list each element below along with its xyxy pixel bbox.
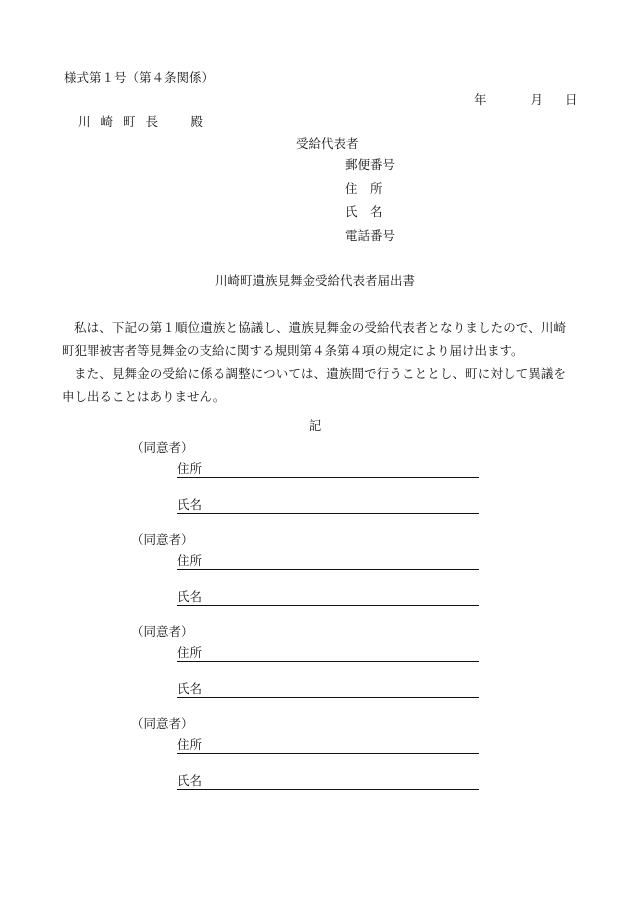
form-number: 様式第１号（第４条関係） xyxy=(64,70,215,85)
consenter-address-label: 住所 xyxy=(177,553,203,568)
consenter-name-line xyxy=(177,774,479,790)
consenter-block-3 xyxy=(131,622,491,698)
consenter-label: （同意者） xyxy=(131,440,194,455)
consenter-block-4 xyxy=(131,714,491,790)
consenter-block-2 xyxy=(131,530,491,606)
representative-title: 受給代表者 xyxy=(296,136,359,151)
consenter-name-label: 氏名 xyxy=(177,681,203,696)
consenter-label: （同意者） xyxy=(131,624,194,639)
consenter-name-label: 氏名 xyxy=(177,497,203,512)
consenter-label: （同意者） xyxy=(131,532,194,547)
representative-fields xyxy=(345,157,395,251)
body-text xyxy=(62,316,566,408)
consenter-address-line xyxy=(177,646,479,662)
consenter-name-line xyxy=(177,590,479,606)
phone-label: 電話番号 xyxy=(345,227,396,243)
address-label: 住 所 xyxy=(345,180,383,196)
consenter-name-label: 氏名 xyxy=(177,589,203,604)
consenter-name-line xyxy=(177,682,479,698)
name-label: 氏 名 xyxy=(345,204,383,219)
document-title: 川崎町遺族見舞金受給代表者届出書 xyxy=(214,273,415,288)
date-line xyxy=(474,90,578,108)
postal-code-label: 郵便番号 xyxy=(345,157,396,172)
consenter-label: （同意者） xyxy=(131,716,194,731)
ki-heading: 記 xyxy=(308,418,322,433)
addressee: 川崎町長 殿 xyxy=(78,114,214,129)
paragraph-1: 私は、下記の第１順位遺族と協議し、遺族見舞金の受給代表者となりましたので、川崎町犯罪被害者等見舞金の支給に関する規則第４条第４項の規定により届け出ます。 xyxy=(62,320,566,358)
consenter-address-label: 住所 xyxy=(177,645,203,660)
consenter-address-line xyxy=(177,554,479,570)
date-month-label: 月 xyxy=(530,92,544,107)
consenter-address-label: 住所 xyxy=(177,737,203,752)
consenter-block-1 xyxy=(131,438,491,514)
consenter-address-line xyxy=(177,462,479,478)
consenter-name-line xyxy=(177,498,479,514)
date-year-label: 年 xyxy=(474,92,487,107)
consenter-address-label: 住所 xyxy=(177,461,203,476)
consenter-address-line xyxy=(177,738,479,754)
date-day-label: 日 xyxy=(565,92,578,107)
paragraph-2: また、見舞金の受給に係る調整については、遺族間で行うこととし、町に対して異議を申し出ることはありません。 xyxy=(62,366,566,404)
consenter-name-label: 氏名 xyxy=(177,773,203,788)
